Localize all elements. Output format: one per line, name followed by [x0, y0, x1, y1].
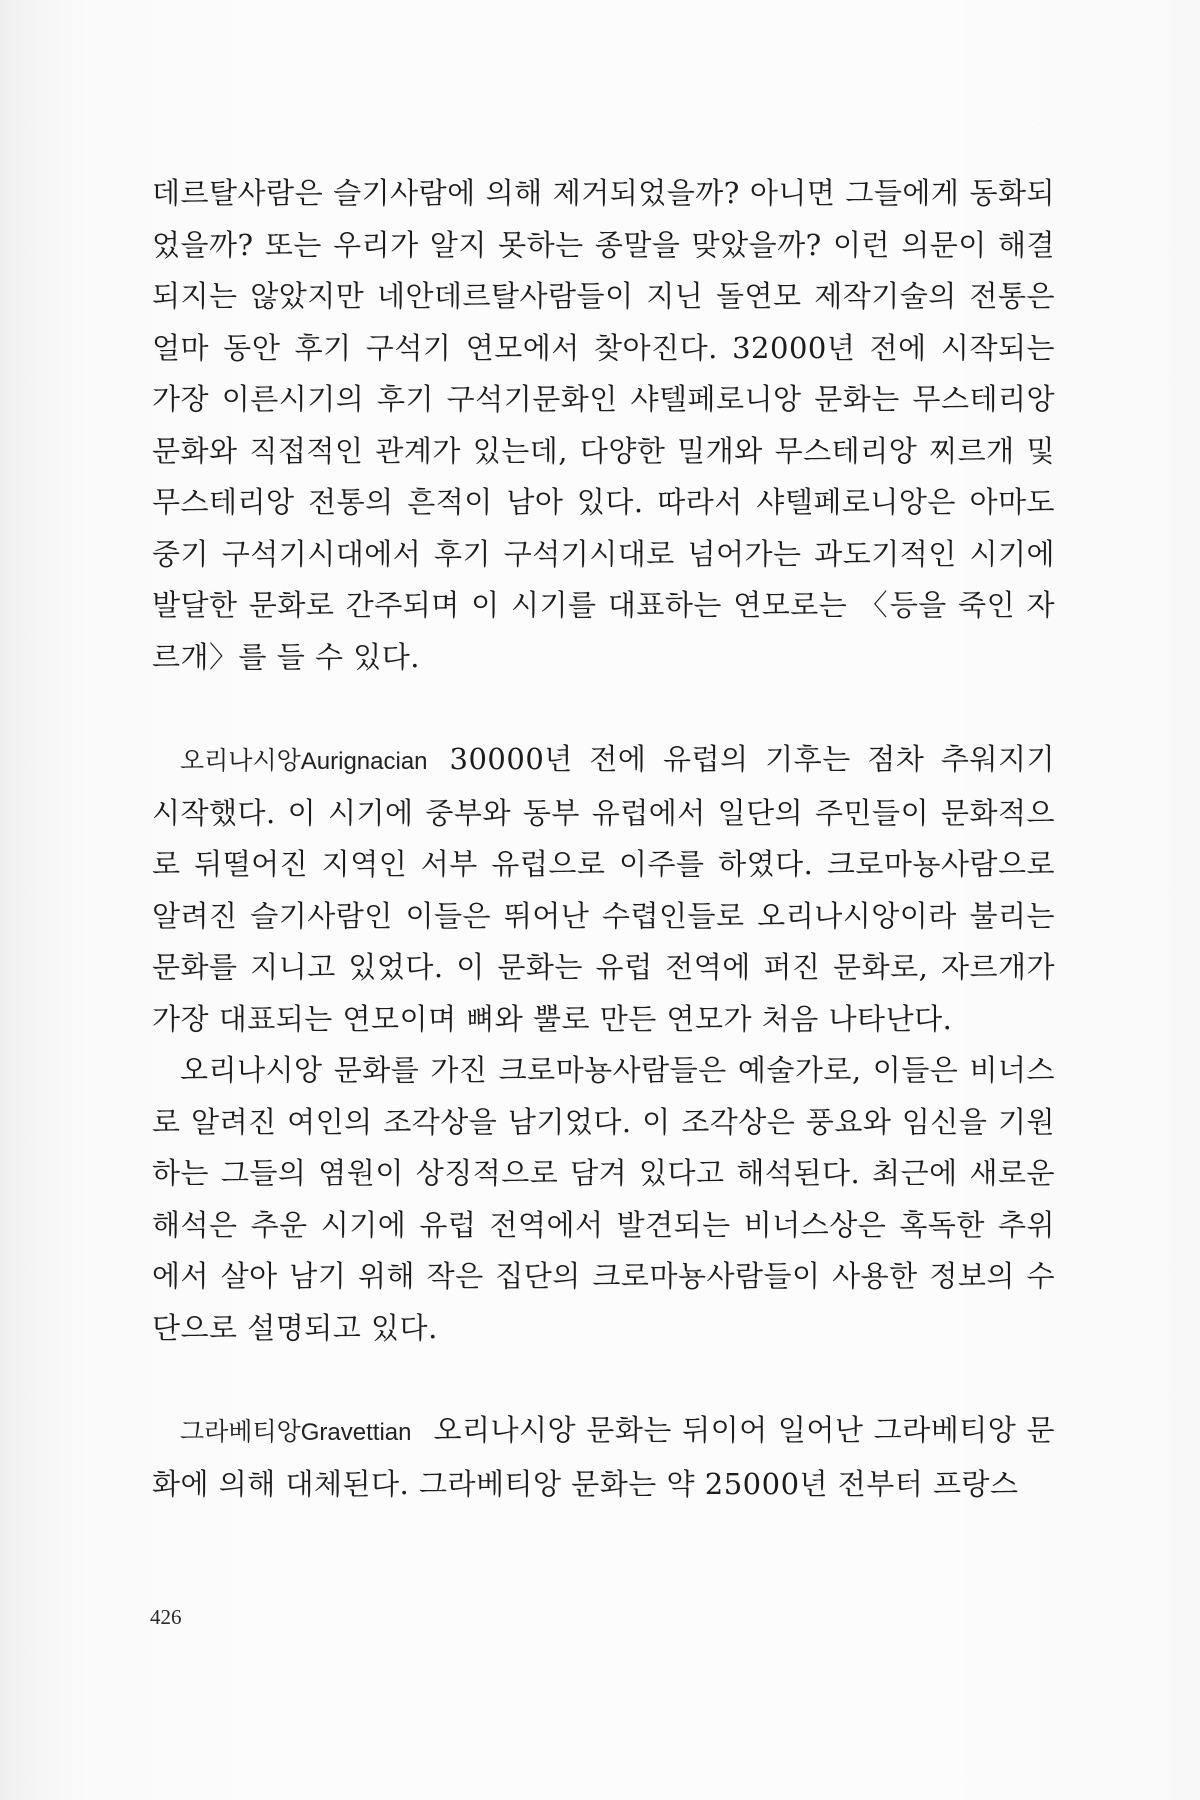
- section-body-text: 오리나시앙 문화는 뒤이어 일어난 그라베티앙 문화에 의해 대체된다. 그라베티앙 문화는 약 25000년 전부터 프랑스: [152, 1413, 1055, 1501]
- paragraph-aurignacian-art: 오리나시앙 문화를 가진 크로마뇽사람들은 예술가로, 이들은 비너스로 알려진 여인의 조각상을 남기었다. 이 조각상은 풍요와 임신을 기원하는 그들의 염원이 상징적으로 담겨 있다고 해석된다. 최근에 새로운 해석은 추운 시기에 유럽 전역에서 발견되는 비너스상은 혹독한 추위에서 살아 남기 위해 작은 집단의 크로마뇽사람들이 사용한 정보의 수단으로 설명되고 있다.: [152, 1053, 1055, 1345]
- section-term-latin: Gravettian: [300, 1419, 412, 1446]
- page-number: 426: [150, 1605, 182, 1629]
- paragraph-gravettian: [152, 1405, 1055, 1510]
- section-term-korean: 오리나시앙: [180, 746, 301, 775]
- section-term-latin: Aurignacian: [300, 748, 428, 775]
- paragraph-neanderthal-continuation: 데르탈사람은 슬기사람에 의해 제거되었을까? 아니면 그들에게 동화되었을까? 또는 우리가 알지 못하는 종말을 맞았을까? 이런 의문이 해결되지는 않았지만 네안데르탈사람들이 지닌 돌연모 제작기술의 전통은 얼마 동안 후기 구석기 연모에서 찾아진다. 32000년 전에 시작되는 가장 이른시기의 후기 구석기문화인 샤텔페로니앙 문화는 무스테리앙 문화와 직접적인 관계가 있는데, 다양한 밀개와 무스테리앙 찌르개 및 무스테리앙 전통의 흔적이 남아 있다. 따라서 샤텔페로니앙은 아마도 중기 구석기시대에서 후기 구석기시대로 넘어가는 과도기적인 시기에 발달한 문화로 간주되며 이 시기를 대표하는 연모로는 〈등을 죽인 자르개〉를 들 수 있다.: [152, 176, 1055, 674]
- text-column: [152, 168, 1055, 1510]
- section-gap: [152, 683, 1055, 734]
- section-gap: [152, 1354, 1055, 1405]
- section-term-korean: 그라베티앙: [180, 1417, 301, 1446]
- paragraph-aurignacian: [152, 734, 1055, 1045]
- section-body-text: 30000년 전에 유럽의 기후는 점차 추워지기 시작했다. 이 시기에 중부와 동부 유럽에서 일단의 주민들이 문화적으로 뒤떨어진 지역인 서부 유럽으로 이주를 하였다. 크로마뇽사람으로 알려진 슬기사람인 이들은 뛰어난 수렵인들로 오리나시앙이라 불리는 문화를 지니고 있었다. 이 문화는 유럽 전역에 퍼진 문화로, 자르개가 가장 대표되는 연모이며 뼈와 뿔로 만든 연모가 처음 나타난다.: [152, 742, 1055, 1036]
